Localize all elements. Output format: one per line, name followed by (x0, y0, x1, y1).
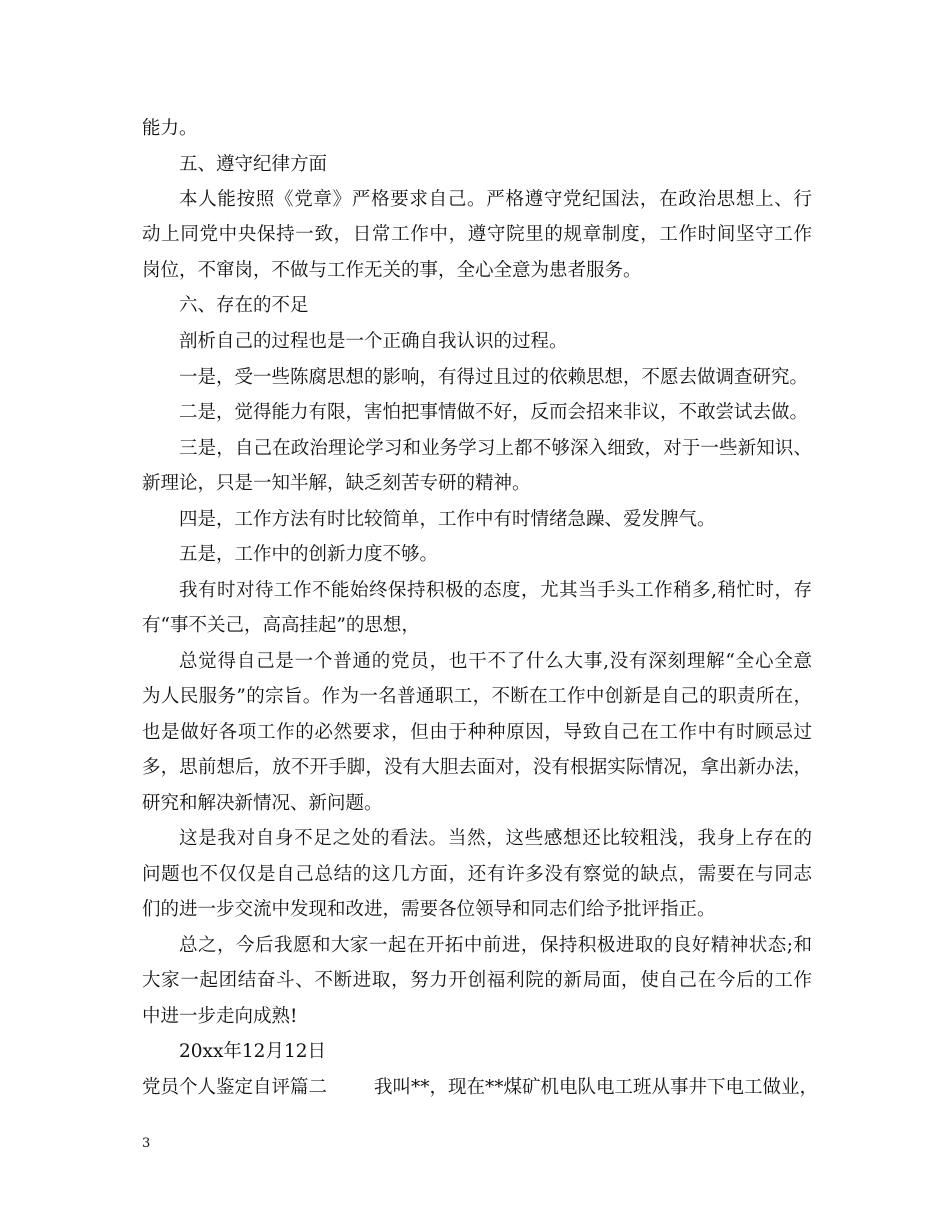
text-line: 大家一起团结奋斗、不断进取，努力开创福利院的新局面，使自己在今后的工作 (142, 970, 812, 991)
text-line: 三是，自己在政治理论学习和业务学习上都不够深入细致，对于一些新知识、 (179, 438, 812, 459)
text-line: 研究和解决新情况、新问题。 (142, 793, 383, 814)
text-line: 们的进一步交流中发现和改进，需要各位领导和同志们给予批评指正。 (142, 899, 716, 920)
text-line: 问题也不仅仅是自己总结的这几方面，还有许多没有察觉的缺点，需要在与同志 (142, 864, 812, 885)
text-line: 剖析自己的过程也是一个正确自我认识的过程。 (179, 331, 568, 352)
text-line: 岗位，不窜岗，不做与工作无关的事，全心全意为患者服务。 (142, 260, 642, 281)
text-line: 也是做好各项工作的必然要求，但由于种种原因，导致自己在工作中有时顾忌过 (142, 722, 812, 743)
text-line: 新理论，只是一知半解，缺乏刻苦专研的精神。 (142, 473, 531, 494)
text-line: 总觉得自己是一个普通的党员，也干不了什么大事,没有深刻理解“全心全意 (179, 651, 812, 672)
page-number: 3 (142, 1136, 151, 1151)
text-line: 本人能按照《党章》严格要求自己。严格遵守党纪国法，在政治思想上、行 (179, 189, 812, 210)
text-line: 总之，今后我愿和大家一起在开拓中前进，保持积极进取的良好精神状态;和 (179, 935, 812, 956)
text-line: 一是，受一些陈腐思想的影响，有得过且过的依赖思想，不愿去做调查研究。 (179, 367, 809, 388)
text-line: 四是，工作方法有时比较简单，工作中有时情绪急躁、爱发脾气。 (179, 509, 716, 530)
text-line: 五是，工作中的创新力度不够。 (179, 544, 439, 565)
text-line: 多，思前想后，放不开手脚，没有大胆去面对，没有根据实际情况，拿出新办法， (142, 757, 812, 778)
section-title-line: 党员个人鉴定自评篇二 我叫**，现在**煤矿机电队电工班从事井下电工做业， (142, 1077, 819, 1098)
text-line: 能力。 (142, 118, 198, 139)
text-line: 为人民服务”的宗旨。作为一名普通职工，不断在工作中创新是自己的职责所在， (142, 686, 812, 707)
text-line: 二是，觉得能力有限，害怕把事情做不好，反而会招来非议，不敢尝试去做。 (179, 402, 809, 423)
text-line: 中进一步走向成熟! (142, 1006, 298, 1027)
section-heading: 六、存在的不足 (179, 295, 309, 316)
text-line: 我有时对待工作不能始终保持积极的态度，尤其当手头工作稍多,稍忙时，存 (179, 580, 812, 601)
text-line: 动上同党中央保持一致，日常工作中，遵守院里的规章制度，工作时间坚守工作 (142, 224, 812, 245)
text-line: 有“事不关己，高高挂起”的思想， (142, 615, 420, 636)
date-line: 20xx年12月12日 (179, 1041, 326, 1062)
text-line: 这是我对自身不足之处的看法。当然，这些感想还比较粗浅，我身上存在的 (179, 828, 812, 849)
section-heading: 五、遵守纪律方面 (179, 154, 328, 175)
